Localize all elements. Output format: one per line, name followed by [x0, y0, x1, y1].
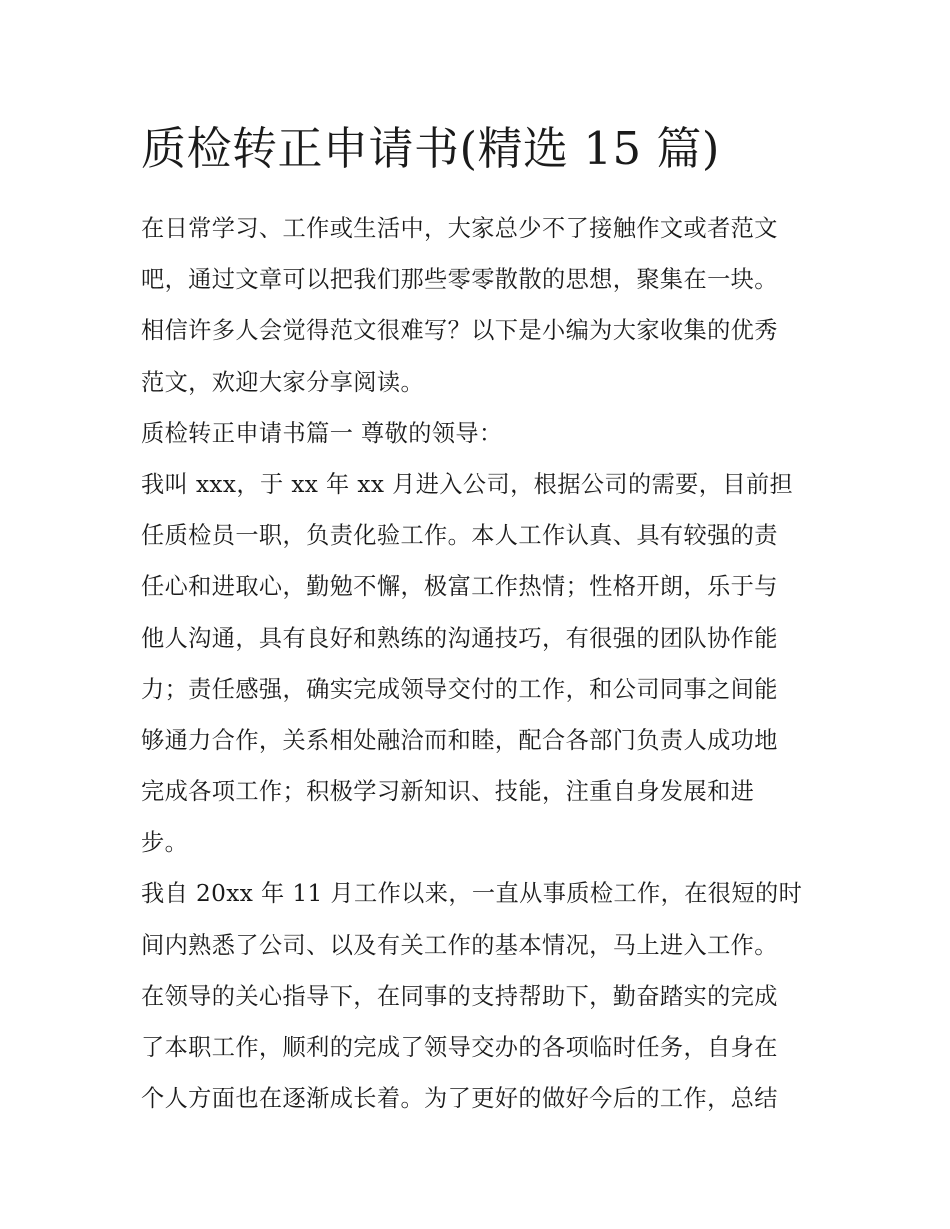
text-line: 范文，欢迎大家分享阅读。 — [141, 368, 425, 396]
text-line: 我自 20xx 年 11 月工作以来，一直从事质检工作，在很短的时 — [141, 880, 803, 908]
document-body — [141, 203, 813, 1124]
text-line: 在日常学习、工作或生活中，大家总少不了接触作文或者范文 — [141, 215, 778, 242]
text-line: 在领导的关心指导下，在同事的支持帮助下，勤奋踏实的完成 — [141, 982, 778, 1010]
text-line: 完成各项工作；积极学习新知识、技能，注重自身发展和进 — [141, 778, 755, 806]
text-line: 相信许多人会觉得范文很难写？以下是小编为大家收集的优秀 — [141, 317, 778, 345]
document-title: 质检转正申请书(精选 15 篇) — [141, 122, 720, 175]
text-line: 间内熟悉了公司、以及有关工作的基本情况，马上进入工作。 — [141, 931, 778, 959]
document-page — [141, 0, 813, 1124]
text-line: 步。 — [141, 829, 189, 857]
paragraph — [141, 459, 813, 869]
text-line: 质检转正申请书篇一 尊敬的领导： — [141, 419, 503, 447]
text-line: 任心和进取心，勤勉不懈，极富工作热情；性格开朗，乐于与 — [141, 573, 778, 601]
paragraph — [141, 868, 813, 1124]
text-line: 力；责任感强，确实完成领导交付的工作，和公司同事之间能 — [141, 675, 778, 703]
text-line: 他人沟通，具有良好和熟练的沟通技巧，有很强的团队协作能 — [141, 624, 778, 652]
text-line: 任质检员一职，负责化验工作。本人工作认真、具有较强的责 — [141, 522, 778, 550]
text-line: 个人方面也在逐渐成长着。为了更好的做好今后的工作，总结 — [141, 1085, 778, 1113]
text-line: 了本职工作，顺利的完成了领导交办的各项临时任务，自身在 — [141, 1034, 778, 1061]
text-line: 够通力合作，关系相处融洽而和睦，配合各部门负责人成功地 — [141, 726, 778, 754]
text-line: 我叫 xxx，于 xx 年 xx 月进入公司，根据公司的需要，目前担 — [141, 470, 794, 498]
paragraph — [141, 408, 813, 459]
paragraph — [141, 203, 813, 408]
text-line: 吧，通过文章可以把我们那些零零散散的思想，聚集在一块。 — [141, 266, 778, 294]
